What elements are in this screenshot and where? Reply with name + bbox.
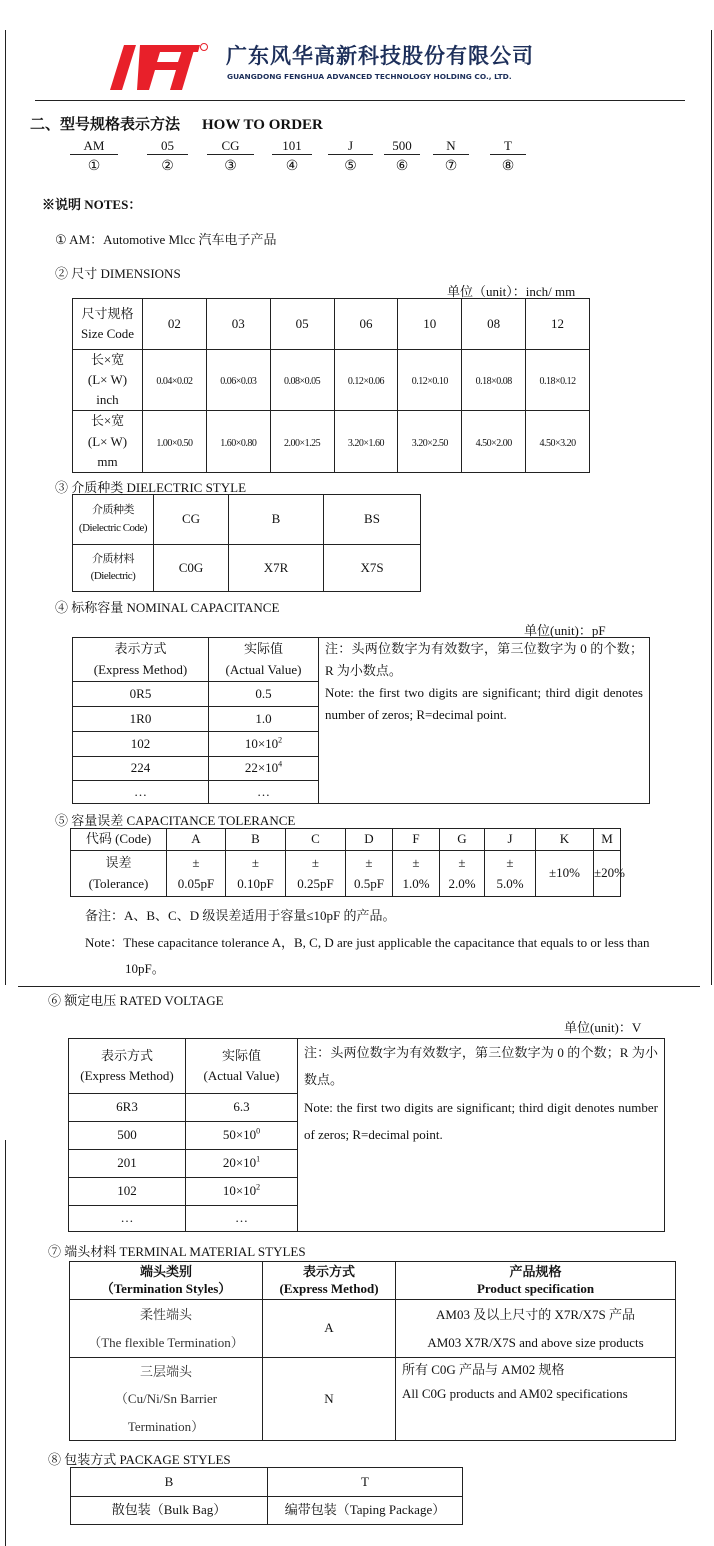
- voltage-table: [68, 1038, 665, 1232]
- mm-row: [73, 411, 590, 472]
- capacitance-table: [72, 637, 650, 804]
- tolerance-code: J: [507, 831, 513, 847]
- s2-unit: 单位（unit）：inch/ mm: [447, 284, 576, 299]
- order-code-number-8: ⑧: [501, 159, 515, 174]
- order-code-number-3: ③: [224, 159, 237, 174]
- s5-heading: ⑤ 容量误差 CAPACITANCE TOLERANCE: [55, 813, 296, 828]
- section-title: [30, 113, 323, 134]
- company-name-en: GUANGDONG FENGHUA ADVANCED TECHNOLOGY HOLDING CO., LTD.: [227, 72, 512, 81]
- actual-value: 22×10: [244, 760, 279, 776]
- size-code: 08: [487, 315, 501, 331]
- row-header: 尺寸规格: [81, 305, 134, 321]
- tolerance-code: F: [412, 831, 420, 847]
- product-spec: All C0G products and AM02 specifications: [402, 1386, 628, 1402]
- tolerance-code: K: [559, 831, 570, 847]
- column-header: 表示方式: [302, 1263, 355, 1279]
- row-header: (Dielectric): [90, 570, 136, 582]
- actual-value: 0.5: [255, 685, 272, 701]
- dielectric-material: X7S: [360, 559, 384, 575]
- tolerance-label: 误差: [105, 855, 132, 871]
- order-code-6: 500: [384, 138, 420, 155]
- express-code: 102: [130, 735, 151, 751]
- order-code-number-5: ⑤: [344, 159, 357, 174]
- terminal-table: [69, 1261, 676, 1441]
- mm-dimension: 1.60×0.80: [220, 437, 257, 449]
- express-code: 6R3: [116, 1099, 138, 1115]
- row-header: (L× W): [87, 433, 128, 449]
- size-code: 10: [423, 315, 437, 331]
- row-header: 介质种类: [92, 504, 134, 517]
- actual-value: …: [235, 1210, 248, 1226]
- order-code-number-7: ⑦: [444, 159, 458, 174]
- inch-dimension: 0.12×0.10: [411, 376, 448, 388]
- column-header: Product specification: [476, 1280, 595, 1296]
- s7-heading: ⑦ 端头材料 TERMINAL MATERIAL STYLES: [48, 1244, 306, 1259]
- s8-heading: ⑧ 包装方式 PACKAGE STYLES: [48, 1452, 231, 1467]
- express-code: 201: [117, 1155, 137, 1171]
- note-en: Note: the first two digits are significant; third digit denotes number of zeros; R=decimal point.: [325, 685, 643, 723]
- column-header: (Actual Value): [203, 1068, 280, 1083]
- tolerance-value: 0.05pF: [177, 875, 215, 891]
- s3-heading: ③ 介质种类 DIELECTRIC STYLE: [55, 480, 247, 495]
- dielectric-code: B: [271, 511, 281, 527]
- order-code-1: AM: [70, 138, 118, 155]
- tolerance-value: 0.10pF: [237, 875, 274, 891]
- dielectric-code: BS: [364, 511, 380, 527]
- inch-dimension: 0.18×0.08: [475, 376, 512, 388]
- size-code: 02: [167, 315, 181, 331]
- code-label: 代码 (Code): [85, 831, 152, 847]
- tolerance-value: ±20%: [594, 865, 625, 881]
- product-spec: AM03 X7R/X7S and above size products: [427, 1334, 644, 1350]
- s4-heading: ④ 标称容量 NOMINAL CAPACITANCE: [55, 600, 280, 615]
- order-code-number-6: ⑥: [395, 159, 409, 174]
- exponent: 4: [278, 760, 283, 770]
- column-header: 产品规格: [509, 1263, 562, 1279]
- exponent: 1: [256, 1155, 261, 1165]
- s6-unit: 单位(unit)：V: [564, 1020, 642, 1035]
- termination-style: 三层端头: [139, 1364, 192, 1379]
- size-code-row: [73, 299, 590, 350]
- mm-dimension: 2.00×1.25: [284, 437, 321, 449]
- actual-value: 10×10: [222, 1183, 257, 1199]
- row-header: 长×宽: [90, 413, 125, 429]
- column-header: (Express Method): [279, 1280, 379, 1296]
- express-code: 0R5: [129, 685, 152, 701]
- tolerance-value: ±: [192, 855, 200, 871]
- tolerance-remark-en-2: 10pF。: [125, 961, 165, 976]
- express-code: 224: [130, 760, 151, 776]
- express-code: …: [134, 783, 147, 799]
- column-header: (Express Method): [80, 1068, 174, 1083]
- row-header: (Dielectric Code): [78, 521, 148, 534]
- tolerance-value: 5.0%: [496, 875, 524, 891]
- tolerance-code: G: [457, 831, 467, 847]
- product-spec: 所有 C0G 产品与 AM02 规格: [402, 1362, 565, 1377]
- package-name-row: [71, 1497, 463, 1525]
- tolerance-value: ±: [506, 855, 514, 871]
- header-row: [73, 638, 650, 682]
- order-code-number-1: ①: [87, 159, 101, 174]
- column-header: 端头类别: [139, 1263, 192, 1279]
- mm-dimension: 3.20×2.50: [411, 437, 448, 449]
- code-note: [298, 1039, 665, 1232]
- page-border-right: [711, 30, 712, 985]
- note-cn: 注：头两位数字为有效数字，第三位数字为 0 的个数；R 为小数点。: [325, 641, 643, 679]
- actual-value: …: [257, 783, 270, 799]
- tolerance-value: ±: [251, 855, 260, 871]
- title-cn: 二、型号规格表示方法: [30, 117, 181, 133]
- tolerance-code: M: [601, 831, 613, 847]
- termination-style: Termination）: [127, 1418, 205, 1434]
- tolerance-table: [70, 828, 648, 897]
- express-code: A: [324, 1320, 334, 1336]
- order-code-8: T: [490, 138, 526, 155]
- tolerance-code-row: [71, 829, 648, 851]
- page-separator: [18, 986, 700, 987]
- header-row: [70, 1262, 676, 1300]
- express-code: …: [120, 1210, 134, 1226]
- row-header: mm: [97, 453, 118, 469]
- tolerance-value: ±: [365, 855, 373, 871]
- package-code: T: [361, 1473, 369, 1489]
- dielectric-material-row: [73, 545, 421, 592]
- order-code-number-2: ②: [161, 159, 174, 174]
- tolerance-value: 1.0%: [402, 875, 430, 891]
- tolerance-code: C: [311, 831, 320, 847]
- column-header: (Actual Value): [225, 661, 302, 677]
- dielectric-code-row: [73, 495, 421, 545]
- column-header: 表示方式: [114, 641, 167, 657]
- mm-dimension: 1.00×0.50: [156, 437, 193, 449]
- dielectric-material: C0G: [178, 559, 204, 575]
- mm-dimension: 4.50×2.00: [475, 437, 512, 449]
- package-code-row: [71, 1468, 463, 1497]
- dimensions-table: [72, 298, 590, 473]
- table-row: [70, 1300, 676, 1358]
- inch-dimension: 0.18×0.12: [539, 376, 576, 388]
- row-header: 介质材料: [92, 552, 134, 565]
- actual-value: 6.3: [233, 1099, 250, 1115]
- exponent: 2: [278, 735, 283, 745]
- product-spec: AM03 及以上尺寸的 X7R/X7S 产品: [436, 1307, 635, 1323]
- tolerance-code: B: [251, 831, 260, 847]
- tolerance-remark-cn: 备注：A、B、C、D 级误差适用于容量≤10pF 的产品。: [85, 908, 396, 923]
- termination-style: （Cu/Ni/Sn Barrier: [114, 1391, 218, 1407]
- order-code-7: N: [433, 138, 469, 155]
- tolerance-label: (Tolerance): [88, 875, 149, 891]
- tolerance-value-row: [71, 851, 648, 897]
- inch-dimension: 0.06×0.03: [220, 376, 257, 388]
- exponent: 2: [256, 1183, 261, 1193]
- size-code: 12: [551, 315, 565, 331]
- tolerance-code: A: [191, 831, 201, 847]
- order-code-5: J: [328, 138, 373, 155]
- express-code: 500: [117, 1127, 137, 1143]
- actual-value: 50×10: [222, 1127, 257, 1143]
- tolerance-code: D: [364, 831, 374, 847]
- tolerance-value: ±: [412, 855, 420, 871]
- code-note: [319, 638, 650, 804]
- company-name-cn: 广东风华高新科技股份有限公司: [226, 44, 534, 68]
- inch-dimension: 0.04×0.02: [156, 376, 193, 388]
- express-code: N: [324, 1390, 334, 1406]
- size-code: 06: [359, 315, 373, 331]
- table-row: [70, 1358, 676, 1441]
- exponent: 0: [256, 1127, 261, 1137]
- row-header: 长×宽: [90, 352, 125, 367]
- row-header: inch: [96, 392, 119, 408]
- actual-value: 10×10: [244, 735, 279, 751]
- note-cn: 注：头两位数字为有效数字，第三位数字为 0 的个数；R 为小数点。: [304, 1045, 658, 1088]
- page-border-left: [5, 30, 6, 985]
- column-header: 表示方式: [100, 1047, 153, 1063]
- header-rule: [35, 100, 685, 101]
- order-code-4: 101: [272, 138, 312, 155]
- inch-dimension: 0.08×0.05: [284, 376, 321, 388]
- tolerance-value: ±: [311, 855, 320, 871]
- tolerance-value: ±10%: [549, 865, 580, 881]
- s1-heading: ① AM：Automotive Mlcc 汽车电子产品: [55, 232, 277, 247]
- termination-style: 柔性端头: [139, 1307, 192, 1323]
- express-code: 102: [117, 1183, 137, 1199]
- actual-value: 20×10: [222, 1155, 257, 1171]
- dielectric-table: [72, 494, 421, 592]
- tolerance-value: 2.0%: [448, 875, 476, 891]
- package-table: [70, 1467, 463, 1525]
- dielectric-material: X7R: [263, 559, 289, 575]
- inch-row: [73, 350, 590, 411]
- column-header: 实际值: [221, 1047, 261, 1063]
- inch-dimension: 0.12×0.06: [347, 376, 385, 388]
- package-name: 编带包装（Taping Package）: [284, 1502, 446, 1518]
- row-header: Size Code: [80, 326, 135, 341]
- s2-heading: ② 尺寸 DIMENSIONS: [55, 266, 181, 281]
- order-code-2: 05: [147, 138, 188, 155]
- column-header: （Termination Styles）: [100, 1280, 232, 1296]
- column-header: (Express Method): [93, 661, 188, 677]
- termination-style: （The flexible Termination）: [88, 1334, 244, 1350]
- express-code: 1R0: [129, 710, 152, 726]
- dielectric-code: CG: [181, 511, 201, 527]
- order-code-number-4: ④: [285, 159, 299, 174]
- header-row: [69, 1039, 665, 1094]
- package-name: 散包装（Bulk Bag）: [111, 1502, 227, 1518]
- package-code: B: [164, 1473, 174, 1489]
- mm-dimension: 3.20×1.60: [347, 437, 385, 449]
- size-code: 03: [231, 315, 245, 331]
- company-logo: [108, 42, 208, 94]
- row-header: (L× W): [87, 372, 128, 388]
- tolerance-value: 0.5pF: [354, 875, 384, 891]
- size-code: 05: [295, 315, 309, 331]
- s4-unit: 单位(unit)：pF: [524, 623, 606, 638]
- notes-heading: ※说明 NOTES：: [42, 197, 142, 212]
- tolerance-value: 0.25pF: [297, 875, 334, 891]
- actual-value: 1.0: [255, 710, 272, 726]
- column-header: 实际值: [243, 641, 283, 657]
- s6-heading: ⑥ 额定电压 RATED VOLTAGE: [48, 993, 224, 1008]
- tolerance-remark-en: Note：These capacitance tolerance A，B, C, D are just applicable the capacitance that equals to or less than: [85, 935, 650, 950]
- page-border-left-lower: [5, 1140, 6, 1546]
- order-code-3: CG: [207, 138, 254, 155]
- tolerance-value: ±: [458, 855, 466, 871]
- note-en: Note: the first two digits are significant; third digit denotes number of zeros; R=decimal point.: [304, 1099, 658, 1142]
- mm-dimension: 4.50×3.20: [539, 437, 576, 449]
- title-en: HOW TO ORDER: [202, 117, 323, 133]
